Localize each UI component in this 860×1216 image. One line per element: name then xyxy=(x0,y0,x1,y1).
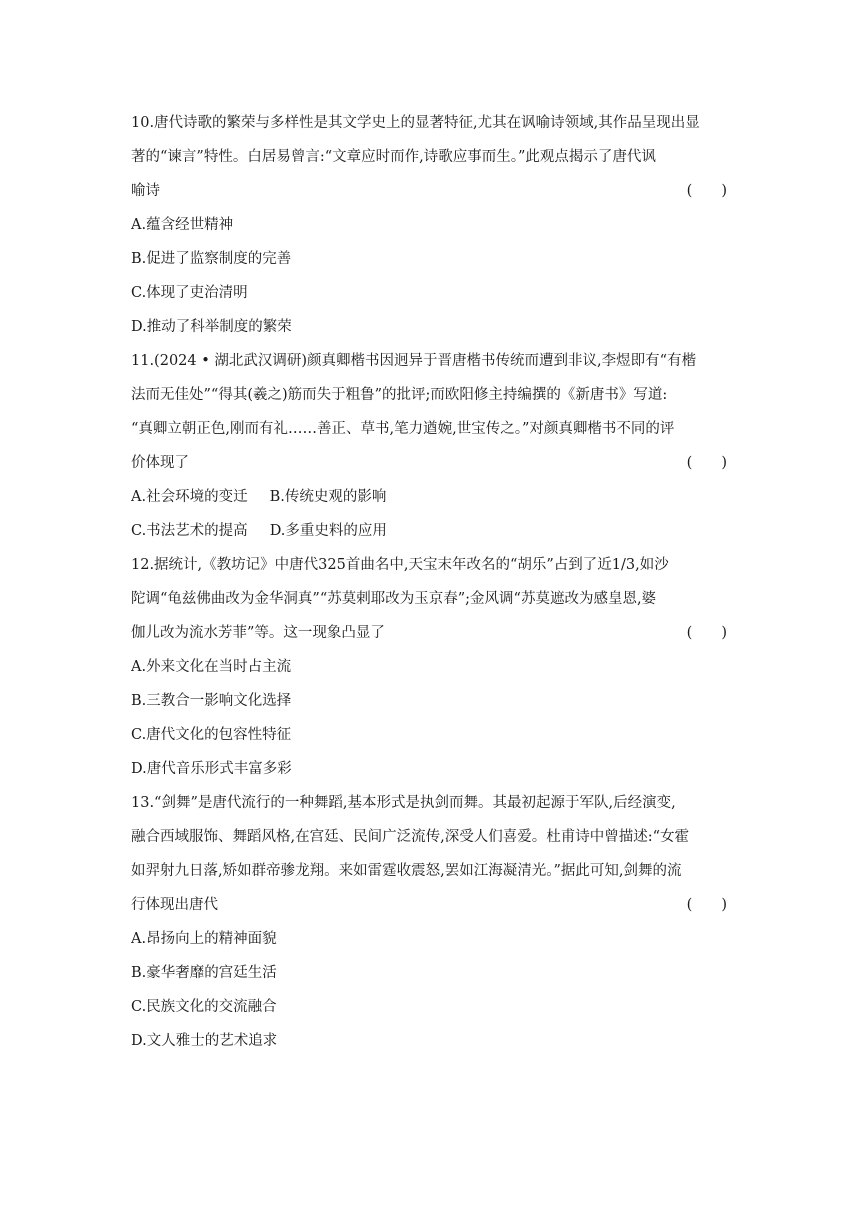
option-b: B.促进了监察制度的完善 xyxy=(131,251,292,267)
option-a: A.蕴含经世精神 xyxy=(131,217,234,233)
question-list xyxy=(131,106,729,1058)
option-d: D.多重史料的应用 xyxy=(269,523,387,539)
question-stem-line: 陀调“龟兹佛曲改为金华洞真”“苏莫剌耶改为玉京春”;金风调“苏莫遮改为感皇恩,婆 xyxy=(131,591,657,607)
option-c: C.唐代文化的包容性特征 xyxy=(131,727,292,743)
question-stem-tail: 喻诗 xyxy=(131,183,160,199)
option-c: C.体现了吏治清明 xyxy=(131,285,248,301)
question-stem-line: 13.“剑舞”是唐代流行的一种舞蹈,基本形式是执剑而舞。其最初起源于军队,后经演变, xyxy=(131,795,676,811)
question-stem-line: 法而无佳处”“得其(羲之)筋而失于粗鲁”的批评;而欧阳修主持编撰的《新唐书》写道: xyxy=(131,387,668,403)
option-a: A.昂扬向上的精神面貌 xyxy=(131,931,277,947)
question-10 xyxy=(131,106,729,344)
question-stem-line: 如羿射九日落,矫如群帝骖龙翔。来如雷霆收震怒,罢如江海凝清光。”据此可知,剑舞的流 xyxy=(131,863,682,879)
option-b: B.三教合一影响文化选择 xyxy=(131,693,292,709)
option-a: A.外来文化在当时占主流 xyxy=(131,659,292,675)
question-stem-line: 11.(2024 • 湖北武汉调研)颜真卿楷书因迥异于晋唐楷书传统而遭到非议,李煜即有“有楷 xyxy=(131,353,697,369)
answer-bracket: ( ) xyxy=(686,897,727,913)
option-c: C.书法艺术的提高 xyxy=(131,523,248,539)
question-stem-line: 12.据统计,《教坊记》中唐代325首曲名中,天宝末年改名的“胡乐”占到了近1/3,如沙 xyxy=(131,557,669,573)
question-stem-line xyxy=(131,174,729,208)
question-stem-tail: 价体现了 xyxy=(131,455,189,471)
option-d: D.文人雅士的艺术追求 xyxy=(131,1033,278,1049)
option-row xyxy=(131,514,729,548)
option-row xyxy=(131,480,729,514)
question-13 xyxy=(131,786,729,1058)
question-stem-line: 融合西域服饰、舞蹈风格,在宫廷、民间广泛流传,深受人们喜爱。杜甫诗中曾描述:“女霍 xyxy=(131,829,690,845)
question-stem-tail: 伽儿改为流水芳菲”等。这一现象凸显了 xyxy=(131,625,385,641)
option-a: A.社会环境的变迁 xyxy=(131,489,248,505)
question-stem-line xyxy=(131,888,729,922)
option-d: D.推动了科举制度的繁荣 xyxy=(131,319,292,335)
option-c: C.民族文化的交流融合 xyxy=(131,999,277,1015)
option-d: D.唐代音乐形式丰富多彩 xyxy=(131,761,292,777)
question-11 xyxy=(131,344,729,548)
question-12 xyxy=(131,548,729,786)
question-stem-tail: 行体现出唐代 xyxy=(131,897,218,913)
question-stem-line xyxy=(131,446,729,480)
question-stem-line: 著的“谏言”特性。白居易曾言:“文章应时而作,诗歌应事而生。”此观点揭示了唐代讽 xyxy=(131,149,656,165)
answer-bracket: ( ) xyxy=(686,183,727,199)
answer-bracket: ( ) xyxy=(686,625,727,641)
option-b: B.豪华奢靡的宫廷生活 xyxy=(131,965,277,981)
answer-bracket: ( ) xyxy=(686,455,727,471)
option-b: B.传统史观的影响 xyxy=(269,489,387,505)
question-stem-line: 10.唐代诗歌的繁荣与多样性是其文学史上的显著特征,尤其在讽喻诗领域,其作品呈现出显 xyxy=(131,115,700,131)
question-stem-line xyxy=(131,616,729,650)
question-stem-line: “真卿立朝正色,刚而有礼……善正、草书,笔力遒婉,世宝传之。”对颜真卿楷书不同的评 xyxy=(131,421,675,437)
